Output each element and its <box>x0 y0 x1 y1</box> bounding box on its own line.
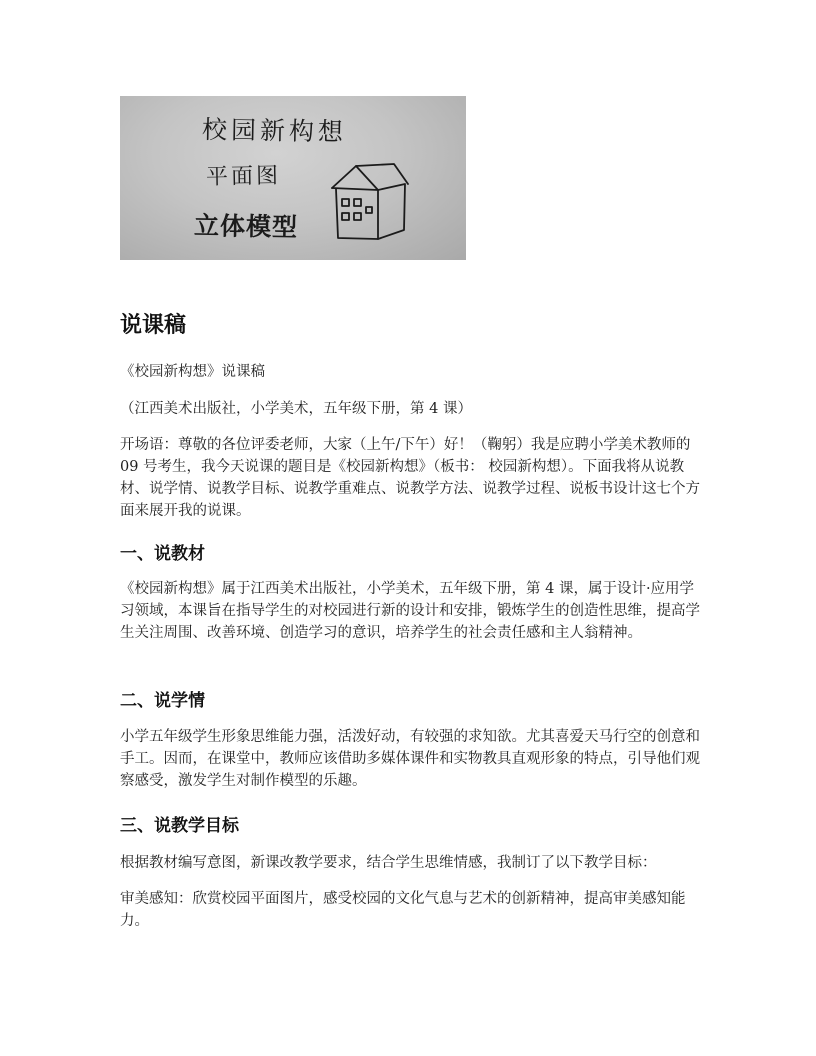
objectives-intro: 根据教材编写意图，新课改教学要求，结合学生思维情感，我制订了以下教学目标： <box>120 855 657 871</box>
house-sketch-icon <box>120 96 466 260</box>
textbook-paragraph: 《校园新构想》属于江西美术出版社，小学美术，五年级下册，第 4 课，属于设计·应用学习领域，本课旨在指导学生的对校园进行新的设计和安排，锻炼学生的创造性思维，提高学生关注周围、改善环境、创造学习的意识，培养学生的社会责任感和主人翁精神。 <box>120 581 700 641</box>
learners-paragraph: 小学五年级学生形象思维能力强，活泼好动，有较强的求知欲。尤其喜爱天马行空的创意和手工。因而，在课堂中，教师应该借助多媒体课件和实物教具直观形象的特点，引导他们观察感受，激发学生对制作模型的乐趣。 <box>120 729 700 789</box>
doc-subtitle: 《校园新构想》说课稿 <box>120 364 265 380</box>
section-heading-learners: 二、说学情 <box>120 691 205 711</box>
doc-title: 说课稿 <box>120 313 187 338</box>
board-text-line2: 平面图 <box>205 163 282 190</box>
section-heading-objectives: 三、说教学目标 <box>120 816 239 836</box>
opening-paragraph: 开场语：尊敬的各位评委老师，大家（上午/下午）好！（鞠躬）我是应聘小学美术教师的 09 号考生，我今天说课的题目是《校园新构想》（板书： 校园新构想）。下面我将从说教材、说学情、说教学目标、说教学重难点、说教学方法、说教学过程、说板书设计这七个方面来展开我的说课。 <box>120 437 700 519</box>
document-page <box>120 96 704 929</box>
section-heading-textbook: 一、说教材 <box>120 544 205 564</box>
whiteboard-photo <box>120 96 466 260</box>
doc-source: （江西美术出版社，小学美术，五年级下册，第 4 课） <box>120 401 472 417</box>
objective-aesthetic: 审美感知：欣赏校园平面图片，感受校园的文化气息与艺术的创新精神，提高审美感知能力。 <box>120 891 686 929</box>
board-text-line3: 立体模型 <box>193 211 299 242</box>
board-text-line1: 校园新构想 <box>201 115 348 147</box>
